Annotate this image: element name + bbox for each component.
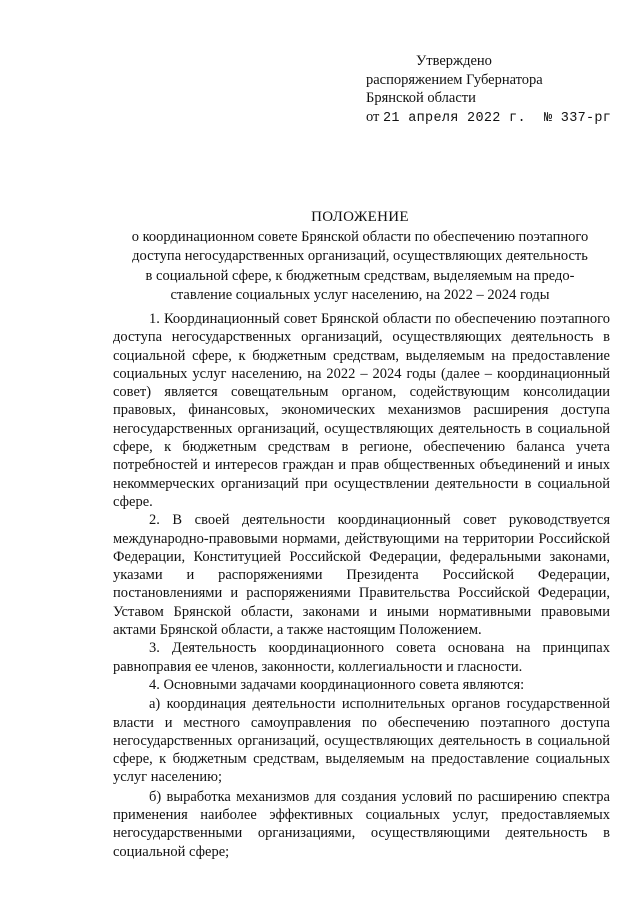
document-subtitle-line-4: ставление социальных услуг населению, на 2022 – 2024 годы xyxy=(170,287,550,303)
approval-date-prefix: от xyxy=(366,108,380,125)
approval-region: Брянской области xyxy=(366,90,476,106)
document-subtitle-line-2: доступа негосударственных организаций, осуществляющих деятельность xyxy=(132,248,588,264)
document-subtitle-line-3: в социальной сфере, к бюджетным средствам, выделяемым на предо- xyxy=(145,267,575,284)
approval-number: № 337-рг xyxy=(543,110,612,126)
paragraph-2: 2. В своей деятельности координационный совет руководствуется международно-правовыми нормами, действующими на территории Российской Федерации, Конституцией Российской Федерации, федеральными законами, указами и распоряжениями Президента Российской Федерации, постановлениями и распоряжениями Правительства Российской Федерации, Уставом Брянской области, законами и иными нормативными правовыми актами Брянской области, а также настоящим Положением. xyxy=(113,512,610,639)
approval-authority: распоряжением Губернатора xyxy=(366,71,543,88)
approval-date-line xyxy=(366,108,636,129)
paragraph-3: 3. Деятельность координационного совета основана на принципах равноправия ее членов, законности, коллегиальности и гласности. xyxy=(113,640,610,675)
document-title: ПОЛОЖЕНИЕ xyxy=(311,209,409,225)
approval-date: 21 апреля 2022 г. xyxy=(383,110,526,126)
paragraph-4-item-a: а) координация деятельности исполнительных органов государственной власти и местного самоуправления по обеспечению поэтапного доступа негосударственных организаций, осуществляющих деятельность в социальной сфере, к бюджетным средствам, выделяемым на предоставление социальных услуг населению; xyxy=(113,696,610,786)
paragraph-4-item-b: б) выработка механизмов для создания условий по расширению спектра применения наиболее эффективных социальных услуг, предоставляемых негосударственными организациями, осуществляющими деятельность в социальной сфере; xyxy=(113,788,610,860)
document-subtitle-line-1: о координационном совете Брянской области по обеспечению поэтапного xyxy=(131,228,589,245)
paragraph-1: 1. Координационный совет Брянской области по обеспечению поэтапного доступа негосударственных организаций, осуществляющих деятельность в социальной сфере, к бюджетным средствам, выделяемым на предоставление социальных услуг населению, на 2022 – 2024 годы (далее – координационный совет) является совещательным органом, содействующим консолидации правовых, финансовых, экономических механизмов расширения доступа негосударственных организаций, осуществляющих деятельность в социальной сфере, к бюджетным средствам в регионе, обеспечению баланса учета потребностей и интересов граждан и прав общественных объединений и иных некоммерческих организаций при осуществлении деятельности в социальной сфере. xyxy=(113,311,610,510)
paragraph-4: 4. Основными задачами координационного совета являются: xyxy=(149,676,525,693)
document-body xyxy=(113,310,610,861)
approval-heading: Утверждено xyxy=(416,53,492,69)
approval-stamp xyxy=(366,52,636,128)
document-title-block xyxy=(100,208,620,306)
